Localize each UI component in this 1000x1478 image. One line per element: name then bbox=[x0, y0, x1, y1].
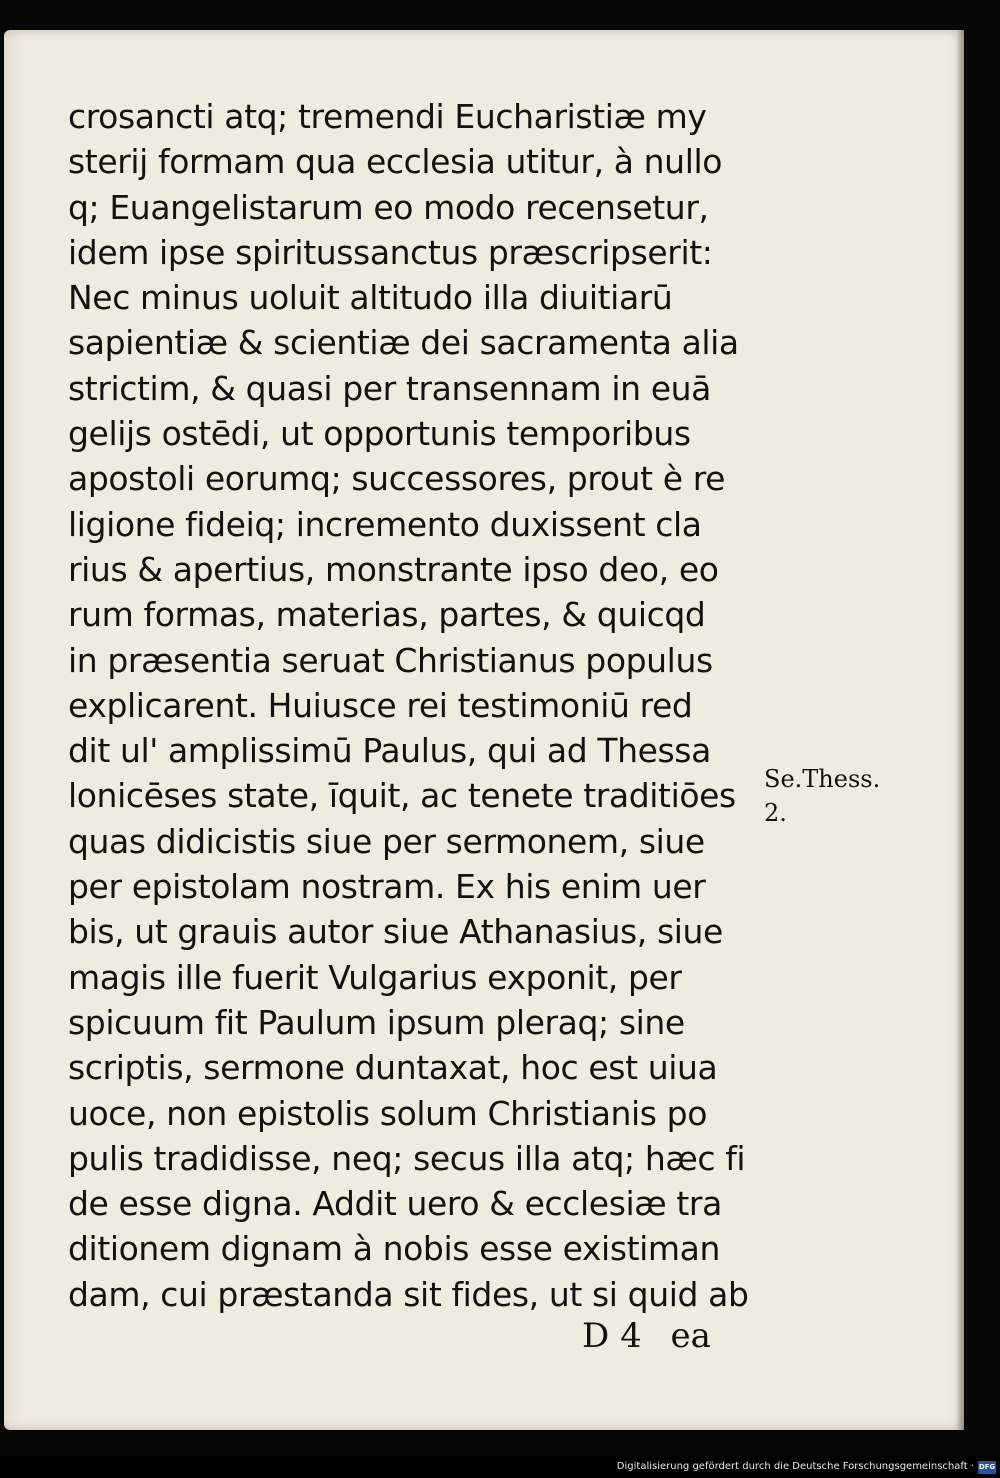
text-line: magis ille fuerit Vulgarius exponit, per bbox=[68, 957, 682, 997]
text-line: explicarent. Huiusce rei testimoniū red bbox=[68, 685, 693, 725]
text-line: q; Euangelistarum eo modo recensetur, bbox=[68, 187, 709, 227]
text-line: dit ul' amplissimū Paulus, qui ad Thessa bbox=[68, 731, 711, 771]
text-line: ditionem dignam à nobis esse existiman bbox=[68, 1229, 721, 1269]
catchword: ea bbox=[670, 1316, 711, 1356]
text-line: strictim, & quasi per transennam in euā bbox=[68, 368, 711, 408]
book-page bbox=[4, 30, 964, 1430]
text-line: uoce, non epistolis solum Christianis po bbox=[68, 1093, 708, 1133]
dfg-logo-icon: DFG bbox=[978, 1461, 996, 1474]
text-line: gelijs ostēdi, ut opportunis temporibus bbox=[68, 414, 691, 454]
text-line: scriptis, sermone duntaxat, hoc est uiua bbox=[68, 1048, 718, 1088]
signature-line bbox=[582, 1316, 729, 1356]
footer-bar bbox=[0, 1456, 1000, 1478]
text-line: lonicēses state, īquit, ac tenete traditiōes bbox=[68, 776, 736, 816]
body-text bbox=[68, 94, 768, 1317]
text-line: pulis tradidisse, neq; secus illa atq; hæc fi bbox=[68, 1138, 746, 1178]
text-line: rius & apertius, monstrante ipso deo, eo bbox=[68, 549, 719, 589]
text-line: dam, cui præstanda sit fides, ut si quid ab bbox=[68, 1274, 749, 1314]
text-line: sterij formam qua ecclesia utitur, à nullo bbox=[68, 142, 723, 182]
marginal-note-line: 2. bbox=[764, 799, 787, 827]
text-line: de esse digna. Addit uero & ecclesiæ tra bbox=[68, 1184, 722, 1224]
text-line: bis, ut grauis autor siue Athanasius, siue bbox=[68, 912, 723, 952]
text-line: in præsentia seruat Christianus populus bbox=[68, 640, 713, 680]
marginal-note-line: Se.Thess. bbox=[764, 765, 881, 793]
text-line: spicuum fit Paulum ipsum pleraq; sine bbox=[68, 1002, 685, 1042]
funding-credit: Digitalisierung gefördert durch die Deutsche Forschungsgemeinschaft · bbox=[616, 1461, 974, 1472]
text-line: crosancti atq; tremendi Eucharistiæ my bbox=[68, 97, 707, 136]
text-line: sapientiæ & scientiæ dei sacramenta alia bbox=[68, 323, 739, 363]
text-line: rum formas, materias, partes, & quicqd bbox=[68, 595, 706, 635]
signature-mark: D 4 bbox=[582, 1316, 642, 1356]
text-line: quas didicistis siue per sermonem, siue bbox=[68, 821, 705, 861]
text-line: per epistolam nostram. Ex his enim uer bbox=[68, 867, 706, 907]
text-line: idem ipse spiritussanctus præscripserit: bbox=[68, 232, 713, 272]
text-line: Nec minus uoluit altitudo illa diuitiarū bbox=[68, 278, 673, 318]
text-line: ligione fideiq; incremento duxissent cla bbox=[68, 504, 702, 544]
text-line: apostoli eorumq; successores, prout è re bbox=[68, 459, 726, 499]
marginal-note bbox=[764, 762, 880, 830]
